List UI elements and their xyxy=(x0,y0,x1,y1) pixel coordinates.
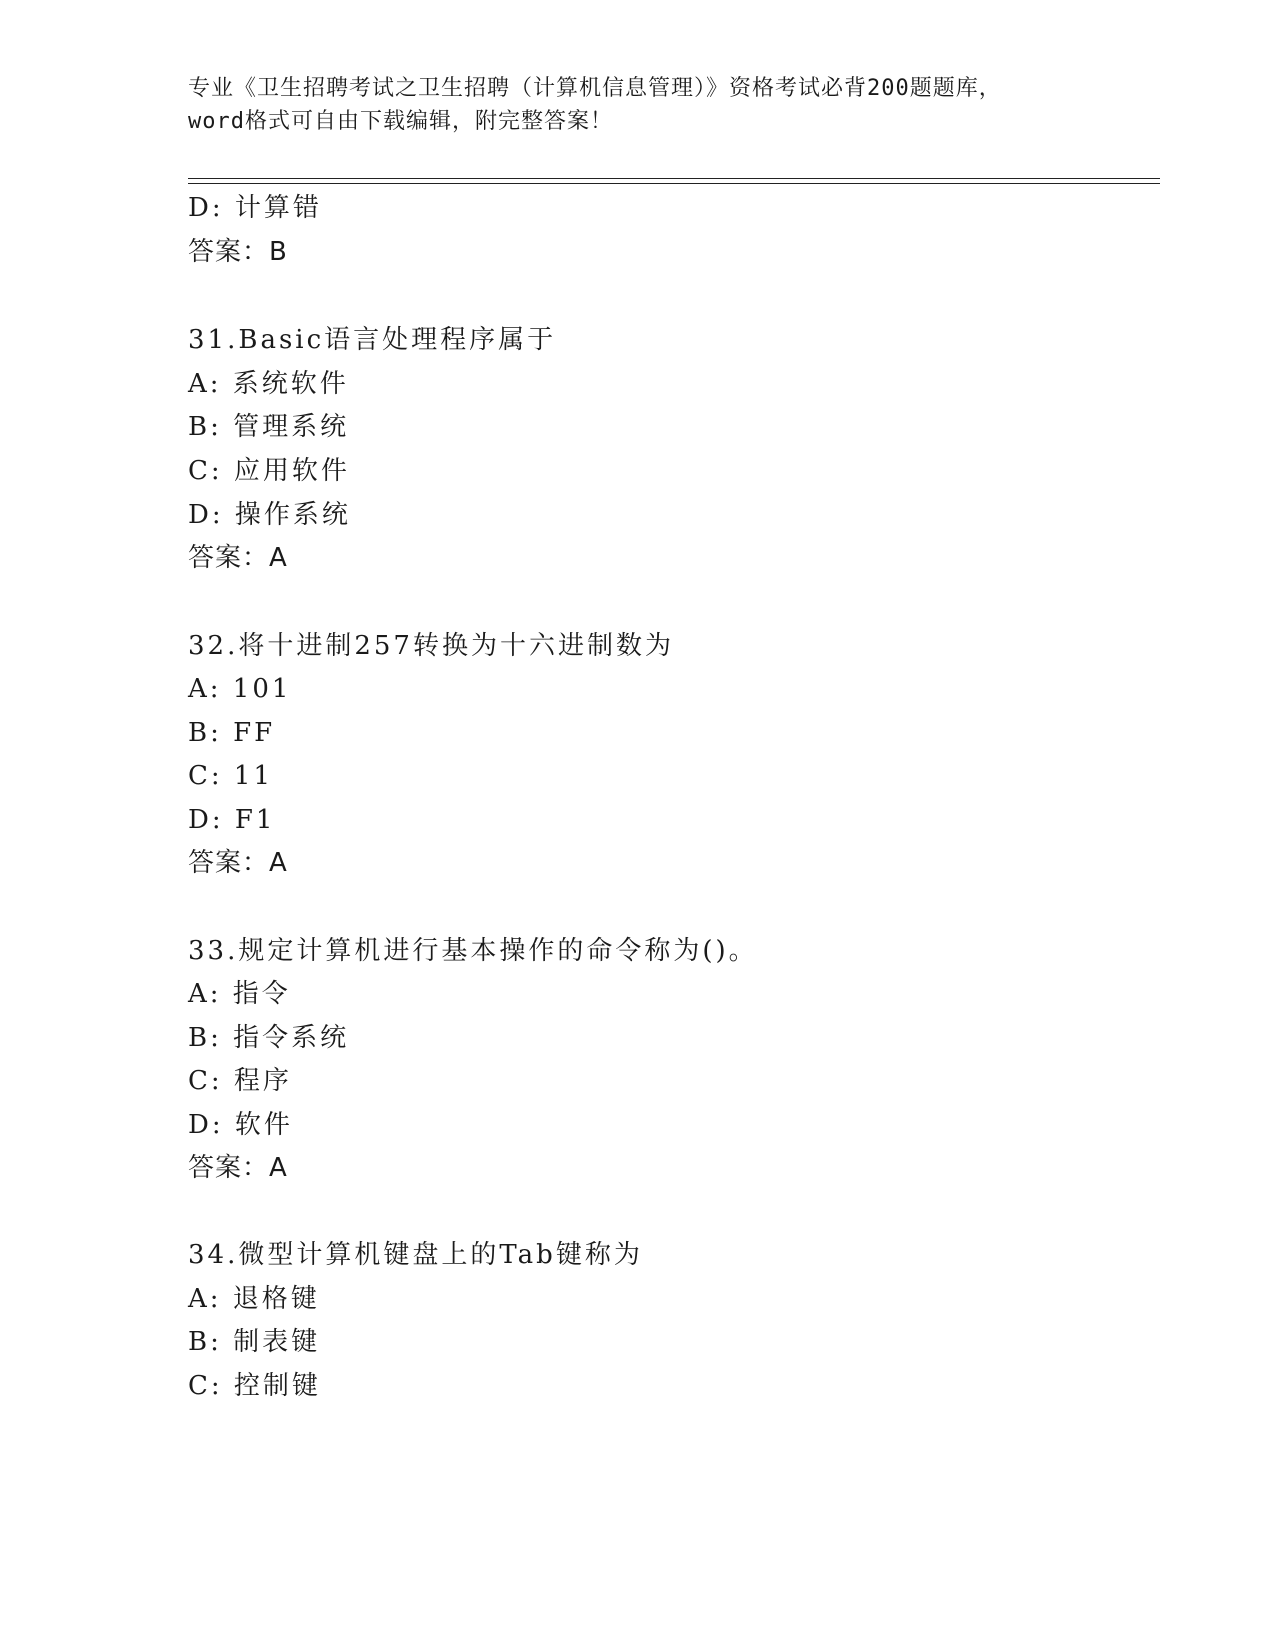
question-line: 33.规定计算机进行基本操作的命令称为()。 xyxy=(188,936,758,966)
question-line: 32.将十进制257转换为十六进制数为 xyxy=(188,631,674,661)
header-line-2: word格式可自由下载编辑，附完整答案！ xyxy=(188,109,613,134)
option-line: D: F1 xyxy=(188,805,276,835)
option-line: D: 计算错 xyxy=(188,193,322,223)
option-line: D: 操作系统 xyxy=(188,500,351,530)
option-line: C: 11 xyxy=(188,761,274,791)
option-line: C: 程序 xyxy=(188,1066,292,1096)
header-line-1: 专业《卫生招聘考试之卫生招聘（计算机信息管理）》资格考试必背200题题库， xyxy=(188,76,1002,101)
header-divider-top xyxy=(188,178,1160,179)
answer-line: 答案：A xyxy=(188,1153,288,1183)
option-line: B: 制表键 xyxy=(188,1327,321,1357)
option-line: D: 软件 xyxy=(188,1110,293,1140)
option-line: B: FF xyxy=(188,718,276,748)
option-line: B: 管理系统 xyxy=(188,412,350,442)
option-line: B: 指令系统 xyxy=(188,1023,350,1053)
answer-line: 答案：A xyxy=(188,848,288,878)
header-divider-bottom xyxy=(188,183,1160,184)
option-line: C: 控制键 xyxy=(188,1371,321,1401)
option-line: C: 应用软件 xyxy=(188,456,350,486)
question-line: 31.Basic语言处理程序属于 xyxy=(188,325,557,355)
answer-line: 答案：A xyxy=(188,543,288,573)
option-line: A: 系统软件 xyxy=(188,369,349,399)
question-line: 34.微型计算机键盘上的Tab键称为 xyxy=(188,1240,643,1270)
option-line: A: 退格键 xyxy=(188,1284,320,1314)
document-header xyxy=(188,72,1148,138)
option-line: A: 指令 xyxy=(188,979,291,1009)
answer-line: 答案：B xyxy=(188,237,288,267)
option-line: A: 101 xyxy=(188,674,292,704)
